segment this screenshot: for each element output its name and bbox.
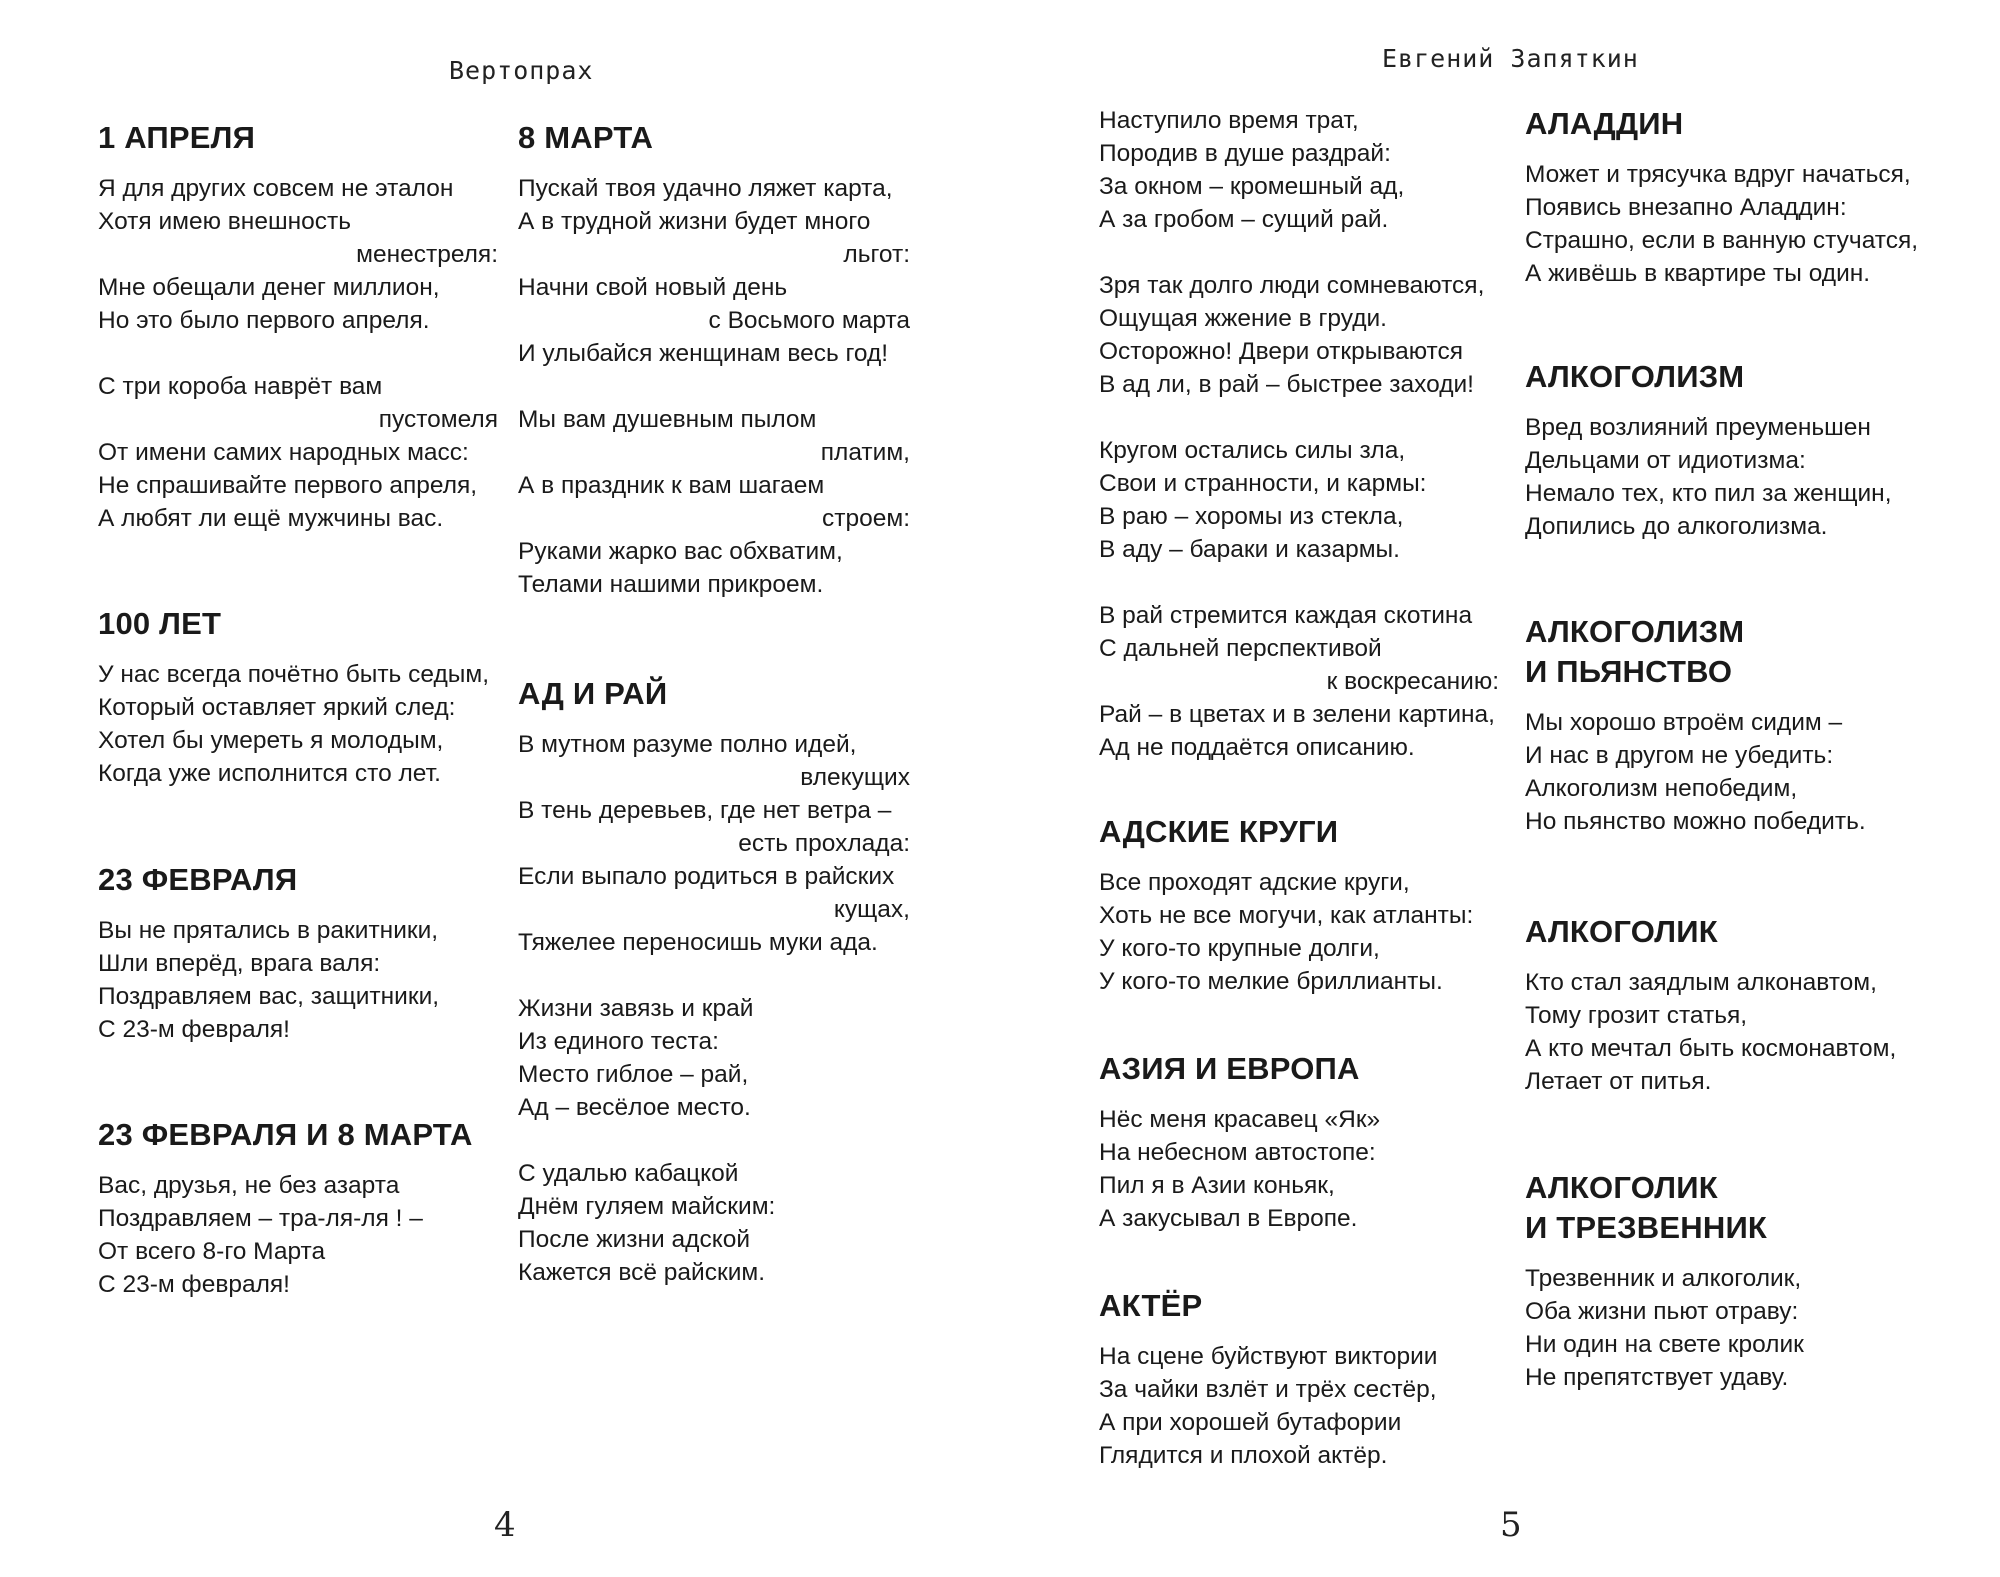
stanza (1525, 966, 1945, 1098)
verse-line: Хоть не все могучи, как атланты: (1099, 902, 1474, 929)
stanza (1099, 1103, 1499, 1235)
verse-line: А живёшь в квартире ты один. (1525, 260, 1871, 287)
verse-line: Рай – в цветах и в зелени картина, (1099, 701, 1495, 728)
poem (1099, 1286, 1499, 1472)
poem-title: АЛКОГОЛИК (1525, 914, 1718, 949)
verse-line: Нёс меня красавец «Як» (1099, 1106, 1381, 1133)
stanza (98, 1169, 498, 1301)
verse-line: Дельцами от идиотизма: (1525, 447, 1806, 474)
verse-line: А в праздник к вам шагаем (518, 472, 825, 499)
stanza (1099, 269, 1499, 401)
poem-title: АКТЁР (1099, 1288, 1203, 1323)
verse-line: Тяжелее переносишь муки ада. (518, 929, 878, 956)
verse-line: От всего 8-го Марта (98, 1238, 326, 1265)
verse-line: Глядится и плохой актёр. (1099, 1442, 1388, 1469)
verse-line: Летает от питья. (1525, 1068, 1712, 1095)
poem (518, 118, 910, 601)
verse-line: За окном – кромешный ад, (1099, 173, 1405, 200)
stanza (518, 403, 910, 601)
poem (98, 1115, 498, 1301)
stanza (1099, 866, 1499, 998)
verse-line: У нас всегда почётно быть седым, (98, 661, 490, 688)
verse-line: к воскресанию: (1326, 668, 1499, 695)
poem (518, 674, 910, 1289)
page-number-left: 4 (494, 1505, 516, 1545)
verse-line: Оба жизни пьют отраву: (1525, 1298, 1799, 1325)
verse-line: Пил я в Азии коньяк, (1099, 1172, 1335, 1199)
verse-line: Руками жарко вас обхватим, (518, 538, 843, 565)
poem-title: 100 ЛЕТ (98, 606, 222, 641)
poem-title: АЛКОГОЛИК И ТРЕЗВЕННИК (1525, 1170, 1768, 1245)
poem (1525, 357, 1945, 543)
verse-line: На небесном автостопе: (1099, 1139, 1376, 1166)
verse-line: Жизни завязь и край (518, 995, 754, 1022)
verse-line: Который оставляет яркий след: (98, 694, 456, 721)
verse-line: А любят ли ещё мужчины вас. (98, 505, 444, 532)
verse-line: С дальней перспективой (1099, 635, 1382, 662)
stanza (1525, 158, 1945, 290)
running-head-right: Евгений Запяткин (1382, 44, 1639, 73)
verse-line: Немало тех, кто пил за женщин, (1525, 480, 1892, 507)
verse-line: Ад – весёлое место. (518, 1094, 751, 1121)
poem (1099, 812, 1499, 998)
verse-line: Появись внезапно Аладдин: (1525, 194, 1847, 221)
poem-title: АЛАДДИН (1525, 106, 1684, 141)
poem-title: 23 ФЕВРАЛЯ И 8 МАРТА (98, 1117, 473, 1152)
poem (1525, 1168, 1945, 1394)
right-page (1000, 0, 2000, 1577)
stanza (1099, 104, 1499, 236)
verse-line: И улыбайся женщинам весь год! (518, 340, 889, 367)
running-head-left: Вертопрах (449, 56, 594, 85)
poem-title: 1 АПРЕЛЯ (98, 120, 256, 155)
verse-line: Вы не прятались в ракитники, (98, 917, 439, 944)
verse-line: Мы вам душевным пылом (518, 406, 817, 433)
poem (1525, 612, 1945, 838)
verse-line: И нас в другом не убедить: (1525, 742, 1834, 769)
verse-line: Я для других совсем не эталон (98, 175, 454, 202)
stanza (518, 172, 910, 370)
poem (98, 118, 498, 535)
verse-line: В раю – хоромы из стекла, (1099, 503, 1404, 530)
stanza (1099, 434, 1499, 566)
verse-line: Мы хорошо втроём сидим – (1525, 709, 1843, 736)
verse-line: Тому грозит статья, (1525, 1002, 1748, 1029)
verse-line: Начни свой новый день (518, 274, 788, 301)
verse-line: Ощущая жжение в груди. (1099, 305, 1387, 332)
stanza (1099, 1340, 1499, 1472)
verse-line: С 23-м февраля! (98, 1271, 290, 1298)
stanza (98, 658, 498, 790)
poem-title: АЗИЯ И ЕВРОПА (1099, 1051, 1360, 1086)
verse-line: Все проходят адские круги, (1099, 869, 1410, 896)
verse-line: кущах, (833, 896, 910, 923)
stanza (1525, 411, 1945, 543)
verse-line: Не препятствует удаву. (1525, 1364, 1789, 1391)
verse-line: строем: (822, 505, 910, 532)
verse-line: В рай стремится каждая скотина (1099, 602, 1473, 629)
stanza (98, 914, 498, 1046)
verse-line: Когда уже исполнится сто лет. (98, 760, 441, 787)
verse-line: Место гиблое – рай, (518, 1061, 749, 1088)
poem-title: 23 ФЕВРАЛЯ (98, 862, 298, 897)
verse-line: Может и трясучка вдруг начаться, (1525, 161, 1911, 188)
verse-line: Зря так долго люди сомневаются, (1099, 272, 1485, 299)
stanza (1099, 599, 1499, 764)
verse-line: С три короба наврёт вам (98, 373, 383, 400)
verse-line: Не спрашивайте первого апреля, (98, 472, 478, 499)
poem (1099, 1049, 1499, 1235)
verse-line: Если выпало родиться в райских (518, 863, 895, 890)
verse-line: За чайки взлёт и трёх сестёр, (1099, 1376, 1437, 1403)
verse-line: Кто стал заядлым алконавтом, (1525, 969, 1877, 996)
verse-line: Вред возлияний преуменьшен (1525, 414, 1871, 441)
verse-line: А в трудной жизни будет много (518, 208, 871, 235)
verse-line: менестреля: (356, 241, 498, 268)
stanza (518, 728, 910, 959)
poem (98, 860, 498, 1046)
verse-line: Хотел бы умереть я молодым, (98, 727, 444, 754)
verse-line: Ни один на свете кролик (1525, 1331, 1804, 1358)
verse-line: Из единого теста: (518, 1028, 719, 1055)
verse-line: На сцене буйствуют виктории (1099, 1343, 1438, 1370)
verse-line: Допились до алкоголизма. (1525, 513, 1828, 540)
stanza (518, 992, 910, 1124)
stanza (1525, 706, 1945, 838)
verse-line: Ад не поддаётся описанию. (1099, 734, 1415, 761)
stanza (1525, 1262, 1945, 1394)
page-number-right: 5 (1500, 1505, 1522, 1545)
verse-line: Свои и странности, и кармы: (1099, 470, 1427, 497)
verse-line: Наступило время трат, (1099, 107, 1359, 134)
verse-line: с Восьмого марта (708, 307, 910, 334)
poem-title: 8 МАРТА (518, 120, 654, 155)
verse-line: С удалью кабацкой (518, 1160, 739, 1187)
poem (98, 604, 498, 790)
verse-line: Вас, друзья, не без азарта (98, 1172, 400, 1199)
verse-line: Кругом остались силы зла, (1099, 437, 1406, 464)
verse-line: Пускай твоя удачно ляжет карта, (518, 175, 893, 202)
verse-line: Страшно, если в ванную стучатся, (1525, 227, 1919, 254)
verse-line: пустомеля (378, 406, 498, 433)
verse-line: Кажется всё райским. (518, 1259, 766, 1286)
verse-line: влекущих (800, 764, 910, 791)
verse-line: Породив в душе раздрай: (1099, 140, 1391, 167)
poem (1525, 912, 1945, 1098)
stanza (518, 1157, 910, 1289)
verse-line: Но это было первого апреля. (98, 307, 430, 334)
verse-line: А при хорошей бутафории (1099, 1409, 1402, 1436)
verse-line: Шли вперёд, врага валя: (98, 950, 381, 977)
verse-line: А за гробом – сущий рай. (1099, 206, 1389, 233)
poem (1525, 104, 1945, 290)
verse-line: С 23-м февраля! (98, 1016, 290, 1043)
verse-line: В аду – бараки и казармы. (1099, 536, 1400, 563)
verse-line: У кого-то мелкие бриллианты. (1099, 968, 1443, 995)
poem-title: АДСКИЕ КРУГИ (1099, 814, 1339, 849)
poem (1099, 104, 1499, 764)
verse-line: Но пьянство можно победить. (1525, 808, 1866, 835)
verse-line: От имени самих народных масс: (98, 439, 469, 466)
poem-title: АЛКОГОЛИЗМ И ПЬЯНСТВО (1525, 614, 1745, 689)
verse-line: В ад ли, в рай – быстрее заходи! (1099, 371, 1474, 398)
verse-line: есть прохлада: (738, 830, 910, 857)
stanza (98, 172, 498, 337)
verse-line: Днём гуляем майским: (518, 1193, 776, 1220)
verse-line: У кого-то крупные долги, (1099, 935, 1380, 962)
verse-line: А кто мечтал быть космонавтом, (1525, 1035, 1897, 1062)
verse-line: льгот: (843, 241, 910, 268)
poem-title: АЛКОГОЛИЗМ (1525, 359, 1745, 394)
verse-line: Поздравляем – тра-ля-ля ! – (98, 1205, 423, 1232)
stanza (98, 370, 498, 535)
verse-line: А закусывал в Европе. (1099, 1205, 1358, 1232)
verse-line: Мне обещали денег миллион, (98, 274, 440, 301)
verse-line: платим, (820, 439, 910, 466)
verse-line: После жизни адской (518, 1226, 751, 1253)
verse-line: Телами нашими прикроем. (518, 571, 824, 598)
verse-line: Трезвенник и алкоголик, (1525, 1265, 1802, 1292)
verse-line: Алкоголизм непобедим, (1525, 775, 1798, 802)
verse-line: В тень деревьев, где нет ветра – (518, 797, 892, 824)
poem-title: АД И РАЙ (518, 676, 668, 711)
verse-line: Хотя имею внешность (98, 208, 352, 235)
verse-line: Осторожно! Двери открываются (1099, 338, 1464, 365)
verse-line: Поздравляем вас, защитники, (98, 983, 440, 1010)
verse-line: В мутном разуме полно идей, (518, 731, 857, 758)
